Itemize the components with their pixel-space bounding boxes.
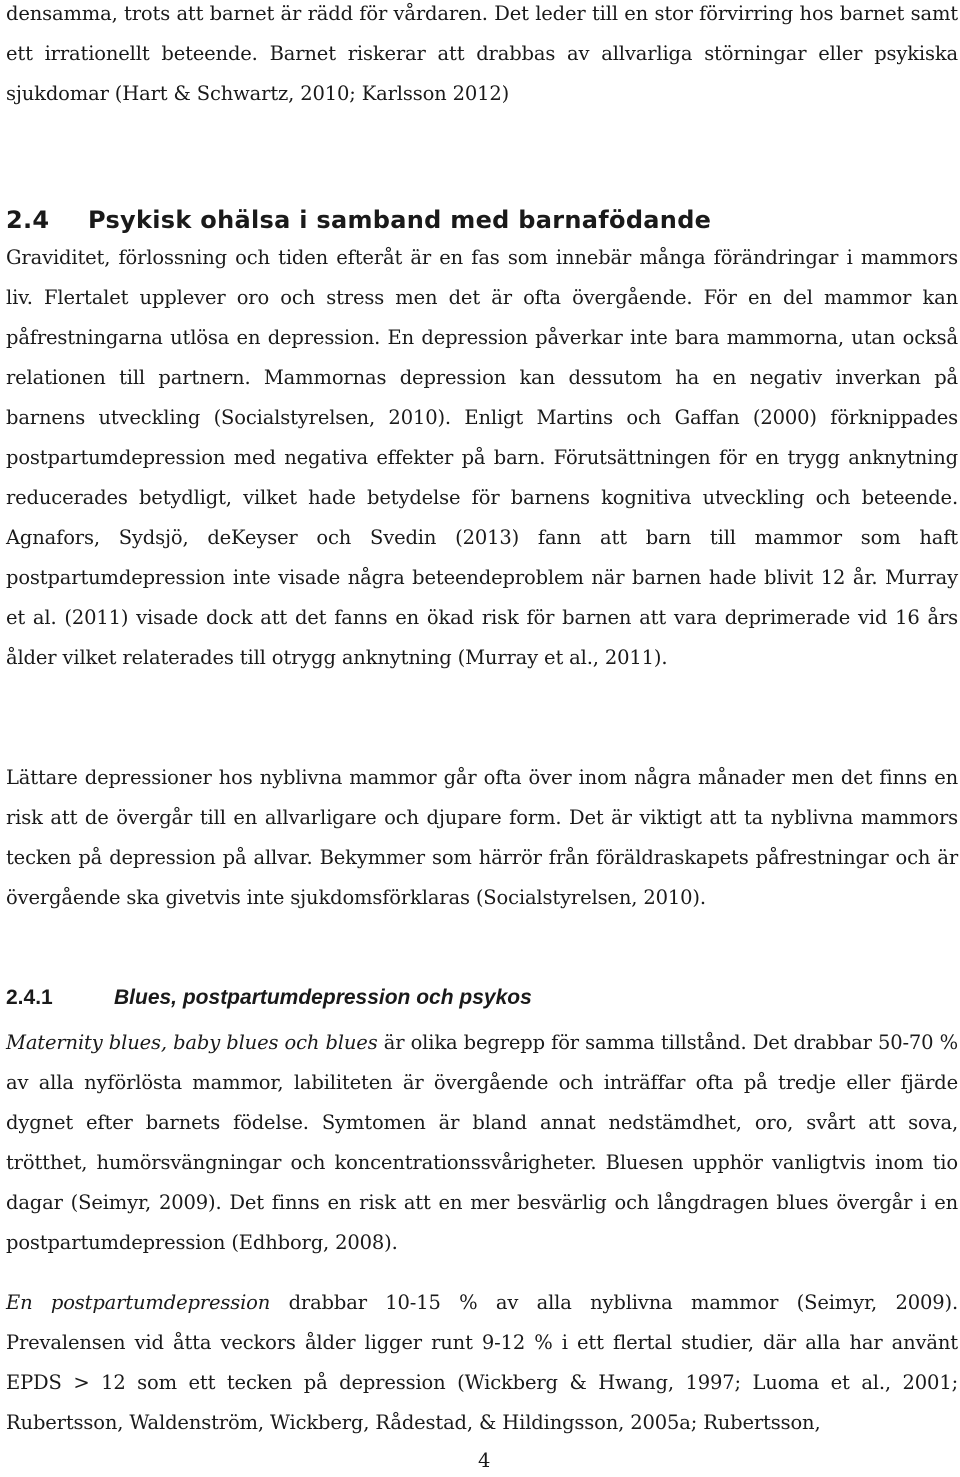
document-page — [6, 0, 960, 1477]
section-heading — [6, 200, 711, 240]
intro-paragraph: densamma, trots att barnet är rädd för vårdaren. Det leder till en stor förvirring hos barnet samt ett irrationellt beteende. Barnet riskerar att drabbas av allvarliga störningar eller psykiska sjukdomar (Hart & Schwartz, 2010; Karlsson 2012) — [6, 2, 958, 105]
subsection-number: 2.4.1 — [6, 986, 53, 1009]
paragraph-text: drabbar 10-15 % av alla nyblivna mammor (Seimyr, 2009). Prevalensen vid åtta veckors ålder ligger runt 9-12 % i ett flertal studier, där alla har använt EPDS > 12 som ett tecken på depression (Wickberg & Hwang, 1997; Luoma et al., 2001; Rubertsson, Waldenström, Wickberg, Rådestad, & Hildingsson, 2005a; Rubertsson, — [6, 1291, 959, 1434]
emphasized-term: Maternity blues, baby blues och blues — [6, 1031, 378, 1054]
subsection-heading — [6, 978, 532, 1018]
body-paragraph — [6, 1283, 958, 1443]
section-number: 2.4 — [6, 206, 50, 234]
page-number: 4 — [478, 1449, 491, 1472]
body-paragraph: Graviditet, förlossning och tiden efteråt är en fas som innebär många förändringar i mammors liv. Flertalet upplever oro och stress men det är ofta övergående. För en del mammor kan påfrestningarna utlösa en depression. En depression påverkar inte bara mammorna, utan också relationen till partnern. Mammornas depression kan dessutom ha en negativ inverkan på barnens utveckling (Socialstyrelsen, 2010). Enligt Martins och Gaffan (2000) förknippades postpartumdepression med negativa effekter på barn. Förutsättningen för en trygg anknytning reducerades betydligt, vilket hade betydelse för barnens kognitiva utveckling och beteende. Agnafors, Sydsjö, deKeyser och Svedin (2013) fann att barn till mammor som haft postpartumdepression inte visade några beteendeproblem när barnen hade blivit 12 år. Murray et al. (2011) visade dock att det fanns en ökad risk för barnen att vara deprimerade vid 16 års ålder vilket relaterades till otrygg anknytning (Murray et al., 2011). — [6, 246, 958, 669]
emphasized-term: En postpartumdepression — [6, 1291, 271, 1314]
body-paragraph: Lättare depressioner hos nyblivna mammor går ofta över inom några månader men det finns en risk att de övergår till en allvarligare och djupare form. Det är viktigt att ta nyblivna mammors tecken på depression på allvar. Bekymmer som härrör från föräldraskapets påfrestningar och är övergående ska givetvis inte sjukdomsförklaras (Socialstyrelsen, 2010). — [6, 766, 958, 909]
subsection-title: Blues, postpartumdepression och psykos — [114, 986, 532, 1009]
section-title: Psykisk ohälsa i samband med barnafödande — [88, 206, 712, 234]
paragraph-text: är olika begrepp för samma tillstånd. Det drabbar 50-70 % av alla nyförlösta mammor, labiliteten är övergående och inträffar ofta på tredje eller fjärde dygnet efter barnets födelse. Symtomen är bland annat nedstämdhet, oro, svårt att sova, trötthet, humörsvängningar och koncentrationssvårigheter. Bluesen upphör vanligtvis inom tio dagar (Seimyr, 2009). Det finns en risk att en mer besvärlig och långdragen blues övergår i en postpartumdepression (Edhborg, 2008). — [6, 1031, 958, 1254]
body-paragraph — [6, 1023, 958, 1263]
